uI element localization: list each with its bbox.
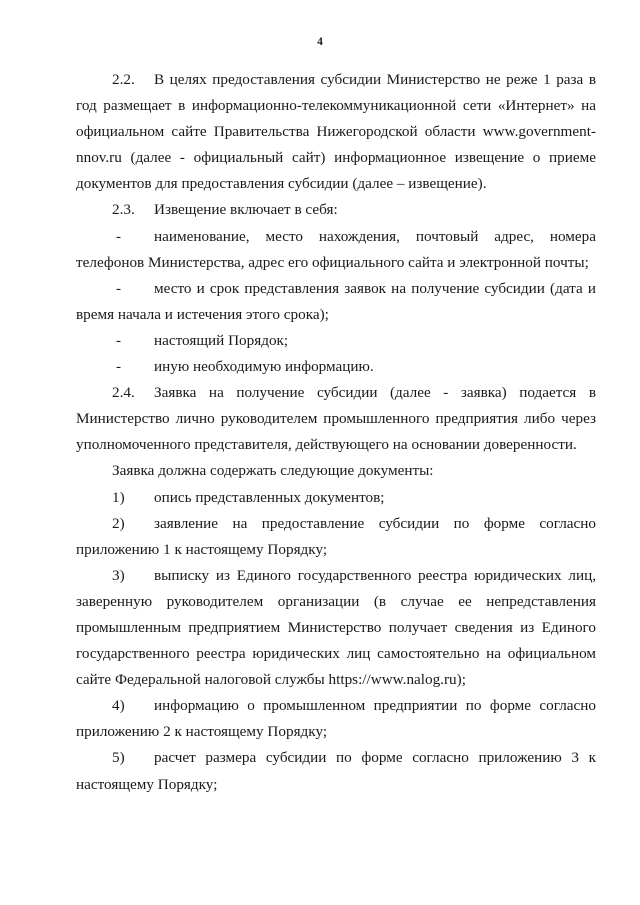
numbered-marker: 2) <box>112 514 125 532</box>
paragraph-2-3 <box>76 197 596 223</box>
list-item-text: настоящий Порядок; <box>154 331 289 349</box>
list-item-text: выписку из Единого государственного реестра юридических лиц, заверенную руководителем организации (в случае ее непредставления промышленным предприятием Министерство получает сведения из Единого государственного реестра юридических лиц самостоятельно на официальном сайте Федеральной налоговой службы https://www.nalog.ru); <box>76 566 596 689</box>
list-item-text: расчет размера субсидии по форме согласно приложению 3 к настоящему Порядку; <box>76 749 596 793</box>
numbered-item-5 <box>76 745 596 797</box>
paragraph-marker: 2.4. <box>112 384 135 402</box>
numbered-item-2 <box>76 511 596 563</box>
dash-item-procedure <box>76 328 596 354</box>
list-item-text: наименование, место нахождения, почтовый адрес, номера телефонов Министерства, адрес его официального сайта и электронной почты; <box>76 227 596 271</box>
numbered-item-4 <box>76 693 596 745</box>
numbered-marker: 5) <box>112 749 125 767</box>
paragraph-marker: 2.3. <box>112 201 135 219</box>
paragraph-2-2 <box>76 67 596 197</box>
list-item-text: заявление на предоставление субсидии по форме согласно приложению 1 к настоящему Порядку; <box>76 514 596 558</box>
dash-item-contacts <box>76 224 596 276</box>
dash-marker: - <box>116 279 122 297</box>
dash-marker: - <box>116 227 122 245</box>
list-item-text: информацию о промышленном предприятии по форме согласно приложению 2 к настоящему Порядку; <box>76 697 596 741</box>
document-body <box>76 67 596 798</box>
list-item-text: опись представленных документов; <box>154 488 385 506</box>
dash-marker: - <box>116 358 122 376</box>
numbered-item-3 <box>76 563 596 693</box>
paragraph-marker: 2.2. <box>112 71 135 88</box>
list-item-text: место и срок представления заявок на получение субсидии (дата и время начала и истечения этого срока); <box>76 279 596 323</box>
paragraph-text: Заявка должна содержать следующие документы: <box>112 462 434 480</box>
paragraph-text: Извещение включает в себя: <box>154 201 338 219</box>
paragraph-text: В целях предоставления субсидии Министерство не реже 1 раза в год размещает в информационно-телекоммуникационной сети «Интернет» на официальном сайте Правительства Нижегородской области www.government-nnov.ru (далее - официальный сайт) информационное извещение о приеме документов для предоставления субсидии (далее – извещение). <box>76 71 596 193</box>
dash-item-deadline <box>76 276 596 328</box>
paragraph-2-4 <box>76 380 596 458</box>
dash-marker: - <box>116 331 122 349</box>
list-item-text: иную необходимую информацию. <box>154 358 374 376</box>
numbered-item-1 <box>76 485 596 511</box>
dash-item-other-info <box>76 354 596 380</box>
paragraph-documents-intro <box>76 458 596 484</box>
numbered-marker: 4) <box>112 697 125 715</box>
numbered-marker: 1) <box>112 488 125 506</box>
numbered-marker: 3) <box>112 566 125 584</box>
paragraph-text: Заявка на получение субсидии (далее - заявка) подается в Министерство лично руководителем промышленного предприятия либо через уполномоченного представителя, действующего на основании доверенности. <box>76 384 596 454</box>
page-number: 4 <box>317 36 323 48</box>
